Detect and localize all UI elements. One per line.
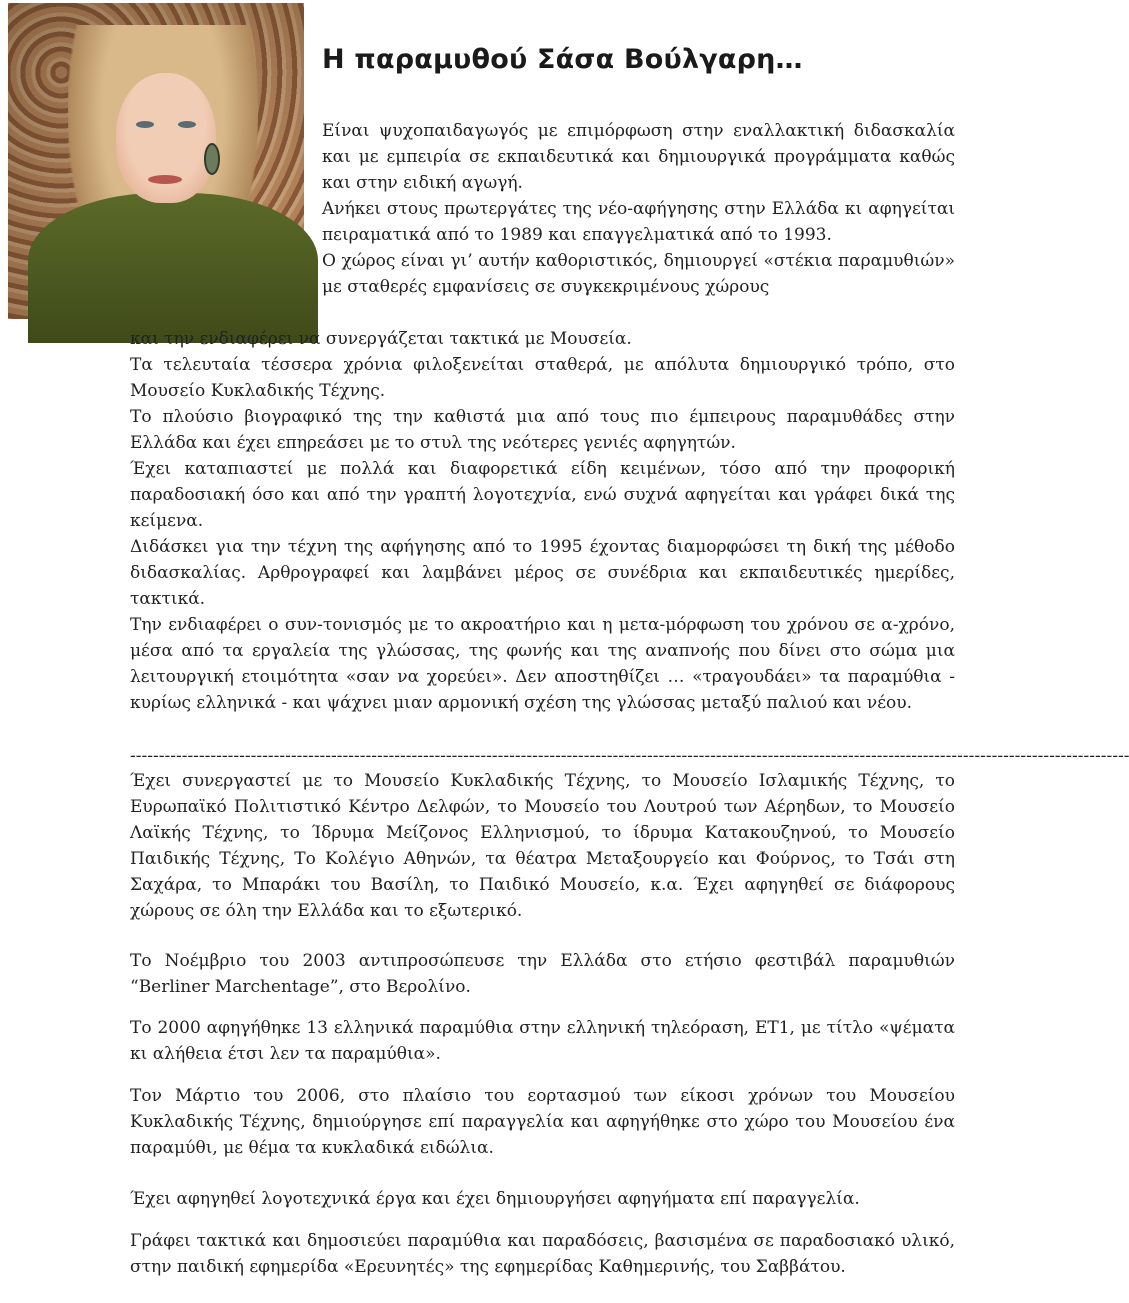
commissions-paragraph: Έχει αφηγηθεί λογοτεχνικά έργα και έχει δημιουργήσει αφηγήματα επί παραγγελία. <box>130 1189 860 1209</box>
page-title: Η παραμυθού Σάσα Βούλγαρη… <box>322 44 803 75</box>
intro-paragraph: Ανήκει στους πρωτεργάτες της νέο-αφήγησης στην Ελλάδα κι αφηγείται πειραματικά από το 1989 και επαγγελματικά από το 1993. <box>322 199 955 245</box>
portrait-photo <box>8 3 304 319</box>
newspaper-paragraph: Γράφει τακτικά και δημοσιεύει παραμύθια και παραδόσεις, βασισμένα σε παραδοσιακό υλικό, στην παιδική εφημερίδα «Ερευνητές» της εφημερίδας Καθημερινής, του Σαββάτου. <box>130 1231 955 1277</box>
intro-block <box>322 118 955 300</box>
paragraph-continuation: και την ενδιαφέρει να συνεργάζεται τακτικά με Μουσεία. <box>130 329 632 349</box>
festival-paragraph: Το Νοέμβριο του 2003 αντιπροσώπευσε την Ελλάδα στο ετήσιο φεστιβάλ παραμυθιών “Berliner Marchentage”, στο Βερολίνο. <box>130 951 955 997</box>
paragraph: Τα τελευταία τέσσερα χρόνια φιλοξενείται σταθερά, με απόλυτα δημιουργικό τρόπο, στο Μουσείο Κυκλαδικής Τέχνης. <box>130 355 955 401</box>
portrait-shoulders <box>28 193 318 343</box>
body-block-1 <box>130 326 955 716</box>
museum-anniversary-paragraph: Τον Μάρτιο του 2006, στο πλαίσιο του εορτασμού των είκοσι χρόνων του Μουσείου Κυκλαδικής Τέχνης, δημιούργησε επί παραγγελία και αφηγήθηκε στο χώρο του Μουσείου ένα παραμύθι, με θέμα τα κυκλαδικά ειδώλια. <box>130 1086 955 1158</box>
paragraph: Την ενδιαφέρει ο συν-τονισμός με το ακροατήριο και η μετα-μόρφωση του χρόνου σε α-χρόνο, μέσα από τα εργαλεία της γλώσσας, της φωνής και της αναπνοής που δίνει στο σώμα μια λειτουργική ετοιμότητα «σαν να χορεύει». Δεν αποστηθίζει … «τραγουδάει» τα παραμύθια - κυρίως ελληνικά - και ψάχνει μιαν αρμονική σχέση της γλώσσας μεταξύ παλιού και νέου. <box>130 615 955 713</box>
intro-paragraph: Είναι ψυχοπαιδαγωγός με επιμόρφωση στην εναλλακτική διδασκαλία και με εμπειρία σε εκπαιδευτικά και δημιουργικά προγράμματα καθώς και στην ειδική αγωγή. <box>322 121 955 193</box>
portrait-eye-right <box>178 121 196 128</box>
earring <box>204 143 220 175</box>
tv-paragraph: Το 2000 αφηγήθηκε 13 ελληνικά παραμύθια στην ελληνική τηλεόραση, ΕΤ1, με τίτλο «ψέματα κι αλήθεια έτσι λεν τα παραμύθια». <box>130 1018 955 1064</box>
paragraph: Το πλούσιο βιογραφικό της την καθιστά μια από τους πιο έμπειρους παραμυθάδες στην Ελλάδα και έχει επηρεάσει με το στυλ της νεότερες γενιές αφηγητών. <box>130 407 955 453</box>
portrait-lips <box>148 175 182 184</box>
portrait-eye-left <box>136 121 154 128</box>
paragraph: Διδάσκει για την τέχνη της αφήγησης από το 1995 έχοντας διαμορφώσει τη δική της μέθοδο διδασκαλίας. Αρθρογραφεί και λαμβάνει μέρος σε συνέδρια και εκπαιδευτικές ημερίδες, τακτικά. <box>130 537 955 609</box>
separator-line: ------------------------------------------------------------------------------------------------------------------------------------------------------------------------------ <box>130 746 1129 766</box>
intro-paragraph: Ο χώρος είναι γι’ αυτήν καθοριστικός, δημιουργεί «στέκια παραμυθιών» με σταθερές εμφανίσεις σε συγκεκριμένους χώρους <box>322 251 955 297</box>
paragraph: Έχει καταπιαστεί με πολλά και διαφορετικά είδη κειμένων, τόσο από την προφορική παραδοσιακή όσο και από την γραπτή λογοτεχνία, ενώ συχνά αφηγείται και γράφει δικά της κείμενα. <box>130 459 955 531</box>
collaborations-paragraph: Έχει συνεργαστεί με το Μουσείο Κυκλαδικής Τέχνης, το Μουσείο Ισλαμικής Τέχνης, το Ευρωπαϊκό Πολιτιστικό Κέντρο Δελφών, το Μουσείο του Λουτρού των Αέρηδων, το Μουσείο Λαϊκής Τέχνης, το Ίδρυμα Μείζονος Ελληνισμού, το ίδρυμα Κατακουζηνού, το Μουσείο Παιδικής Τέχνης, Το Κολέγιο Αθηνών, τα θέατρα Μεταξουργείο και Φούρνος, το Τσάι στη Σαχάρα, το Μπαράκι του Βασίλη, το Παιδικό Μουσείο, κ.α. Έχει αφηγηθεί σε διάφορους χώρους σε όλη την Ελλάδα και το εξωτερικό. <box>130 771 955 921</box>
